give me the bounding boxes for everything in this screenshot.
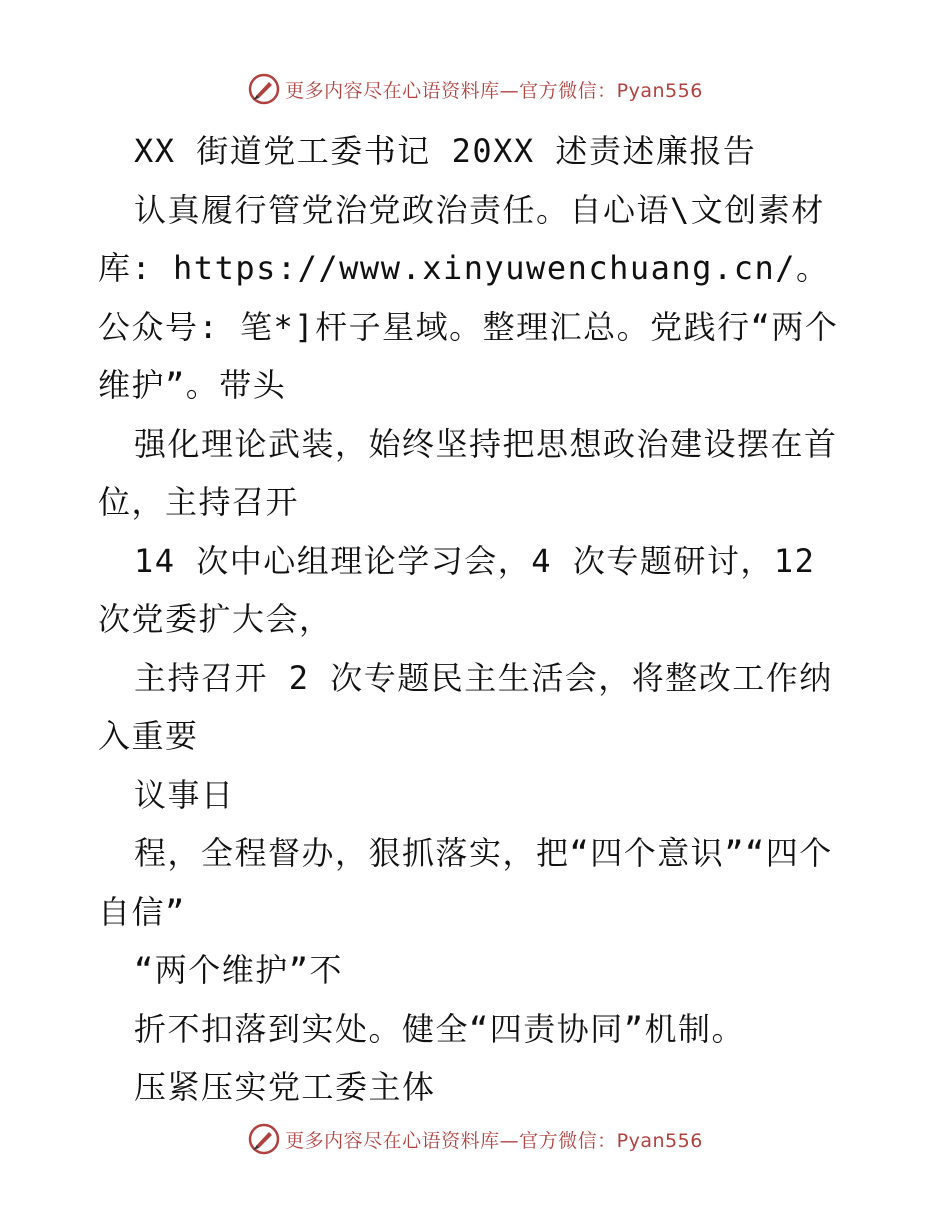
- brush-logo-icon: [247, 1122, 281, 1156]
- paragraph-7: “两个维护”不: [134, 951, 344, 989]
- paragraph-1: 认真履行管党治党政治责任。自心语\文创素材库: https://www.xinyuwenchuang.cn/。公众号: 笔*]杆子星域。整理汇总。党践行“两个维护”。带头: [98, 190, 839, 404]
- paragraph-5: 议事日: [134, 775, 235, 814]
- header-banner: [0, 72, 950, 106]
- brush-logo-icon: [247, 72, 281, 106]
- paragraph-8: 折不扣落到实处。健全“四责协同”机制。: [134, 1009, 746, 1048]
- paragraph-6: 程，全程督办，狠抓落实，把“四个意识”“四个自信”: [98, 834, 833, 931]
- header-banner-text: 更多内容尽在心语资料库—官方微信：Pyan556: [285, 79, 703, 102]
- document-title: XX 街道党工委书记 20XX 述责述廉报告: [134, 132, 757, 170]
- paragraph-2: 强化理论武装，始终坚持把思想政治建设摆在首位，主持召开: [98, 424, 838, 521]
- paragraph-9: 压紧压实党工委主体: [134, 1068, 436, 1106]
- footer-banner: [0, 1122, 950, 1156]
- paragraph-4: 主持召开 2 次专题民主生活会，将整改工作纳入重要: [98, 658, 833, 755]
- document-body: [98, 122, 858, 1117]
- paragraph-3: 14 次中心组理论学习会，4 次专题研讨，12 次党委扩大会，: [98, 541, 816, 638]
- footer-banner-text: 更多内容尽在心语资料库—官方微信：Pyan556: [285, 1129, 703, 1152]
